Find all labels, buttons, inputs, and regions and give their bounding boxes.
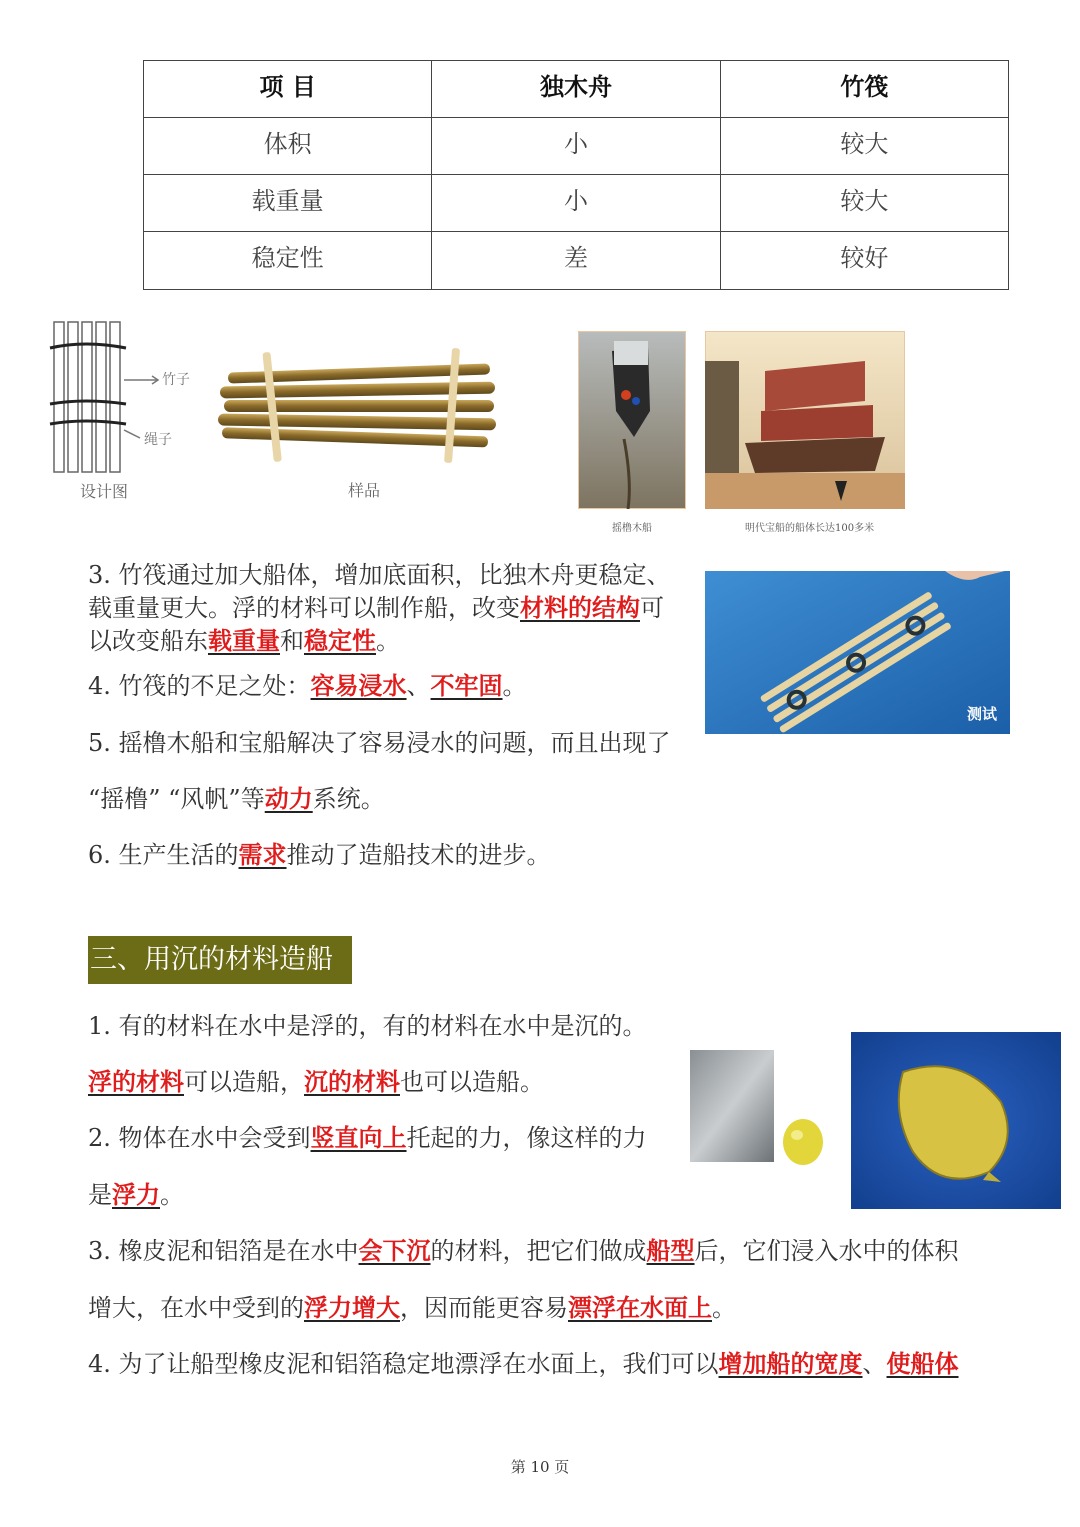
keyword: 漂浮在水面上 bbox=[568, 1293, 712, 1322]
table-cell: 稳定性 bbox=[144, 232, 432, 290]
table-row bbox=[144, 118, 1009, 175]
keyword: 浮力 bbox=[112, 1180, 160, 1209]
keyword: 不牢固 bbox=[430, 671, 503, 700]
comparison-table bbox=[143, 60, 1009, 290]
table-row bbox=[144, 232, 1009, 290]
keyword: 需求 bbox=[238, 840, 287, 869]
s3-para-3-line-1: 3. 橡皮泥和铝箔是在水中会下沉的材料，把它们做成船型后，它们浸入水中的体积 bbox=[88, 1236, 959, 1265]
s3-para-3-line-2: 增大，在水中受到的浮力增大，因而能更容易漂浮在水面上。 bbox=[88, 1293, 736, 1322]
clay-boat-image bbox=[851, 1032, 1061, 1209]
treasure-ship-caption: 明代宝船的船体长达100多米 bbox=[745, 523, 875, 534]
keyword: 沉的材料 bbox=[304, 1067, 400, 1096]
section-heading: 三、用沉的材料造船 bbox=[88, 936, 352, 984]
table-cell: 差 bbox=[432, 232, 720, 290]
clay-ball-image bbox=[780, 1115, 826, 1167]
bamboo-label: 竹子 bbox=[162, 372, 190, 388]
rowboat-image bbox=[578, 331, 686, 509]
s3-para-1-line-1: 1. 有的材料在水中是浮的，有的材料在水中是沉的。 bbox=[88, 1012, 647, 1040]
keyword: 使船体 bbox=[886, 1349, 959, 1378]
table-cell: 较大 bbox=[720, 175, 1008, 232]
rope-label: 绳子 bbox=[144, 432, 172, 448]
para-6: 6. 生产生活的需求推动了造船技术的进步。 bbox=[88, 840, 551, 869]
table-row bbox=[144, 175, 1009, 232]
table-header-cell: 独木舟 bbox=[432, 61, 720, 118]
table-header-cell: 竹筏 bbox=[720, 61, 1008, 118]
para-3-line-1: 3. 竹筏通过加大船体，增加底面积，比独木舟更稳定、 bbox=[88, 561, 671, 589]
rowboat-caption: 摇橹木船 bbox=[612, 523, 652, 534]
keyword: 动力 bbox=[264, 784, 313, 813]
keyword: 载重量 bbox=[208, 626, 280, 655]
table-cell: 小 bbox=[432, 118, 720, 175]
s3-para-1-line-2: 浮的材料可以造船，沉的材料也可以造船。 bbox=[88, 1067, 544, 1096]
s3-para-2-line-2: 是浮力。 bbox=[88, 1180, 184, 1209]
keyword: 稳定性 bbox=[304, 626, 376, 655]
para-4: 4. 竹筏的不足之处：容易浸水、不牢固。 bbox=[88, 671, 527, 700]
aluminum-foil-image bbox=[690, 1050, 774, 1162]
page-number: 第 10 页 bbox=[510, 1458, 570, 1476]
raft-sample-image bbox=[210, 340, 510, 505]
sample-label: 样品 bbox=[348, 481, 381, 500]
keyword: 浮力增大 bbox=[304, 1293, 400, 1322]
keyword: 容易浸水 bbox=[310, 671, 407, 700]
para-5-line-2: “摇橹” “风帆”等动力系统。 bbox=[88, 784, 385, 813]
keyword: 增加船的宽度 bbox=[718, 1349, 863, 1378]
keyword: 材料的结构 bbox=[520, 593, 640, 622]
raft-test-image bbox=[705, 571, 1010, 734]
s3-para-4-line-1: 4. 为了让船型橡皮泥和铝箔稳定地漂浮在水面上，我们可以增加船的宽度、使船体 bbox=[88, 1349, 959, 1378]
para-3-line-3: 以改变船东载重量和稳定性。 bbox=[88, 626, 400, 655]
para-5-line-1: 5. 摇橹木船和宝船解决了容易浸水的问题，而且出现了 bbox=[88, 729, 671, 757]
s3-para-2-line-1: 2. 物体在水中会受到竖直向上托起的力，像这样的力 bbox=[88, 1123, 647, 1152]
design-label: 设计图 bbox=[80, 482, 129, 501]
keyword: 竖直向上 bbox=[310, 1123, 407, 1152]
table-cell: 较大 bbox=[720, 118, 1008, 175]
keyword: 会下沉 bbox=[358, 1236, 431, 1265]
table-cell: 小 bbox=[432, 175, 720, 232]
table-cell: 载重量 bbox=[144, 175, 432, 232]
table-cell: 较好 bbox=[720, 232, 1008, 290]
raft-design-sketch bbox=[40, 312, 200, 507]
table-header-row bbox=[144, 61, 1009, 118]
table-cell: 体积 bbox=[144, 118, 432, 175]
keyword: 船型 bbox=[646, 1236, 695, 1265]
para-3-line-2: 载重量更大。浮的材料可以制作船，改变材料的结构可 bbox=[88, 593, 664, 622]
treasure-ship-image bbox=[705, 331, 905, 509]
test-label: 测试 bbox=[967, 705, 998, 723]
table-header-cell: 项 目 bbox=[144, 61, 432, 118]
keyword: 浮的材料 bbox=[88, 1067, 184, 1096]
